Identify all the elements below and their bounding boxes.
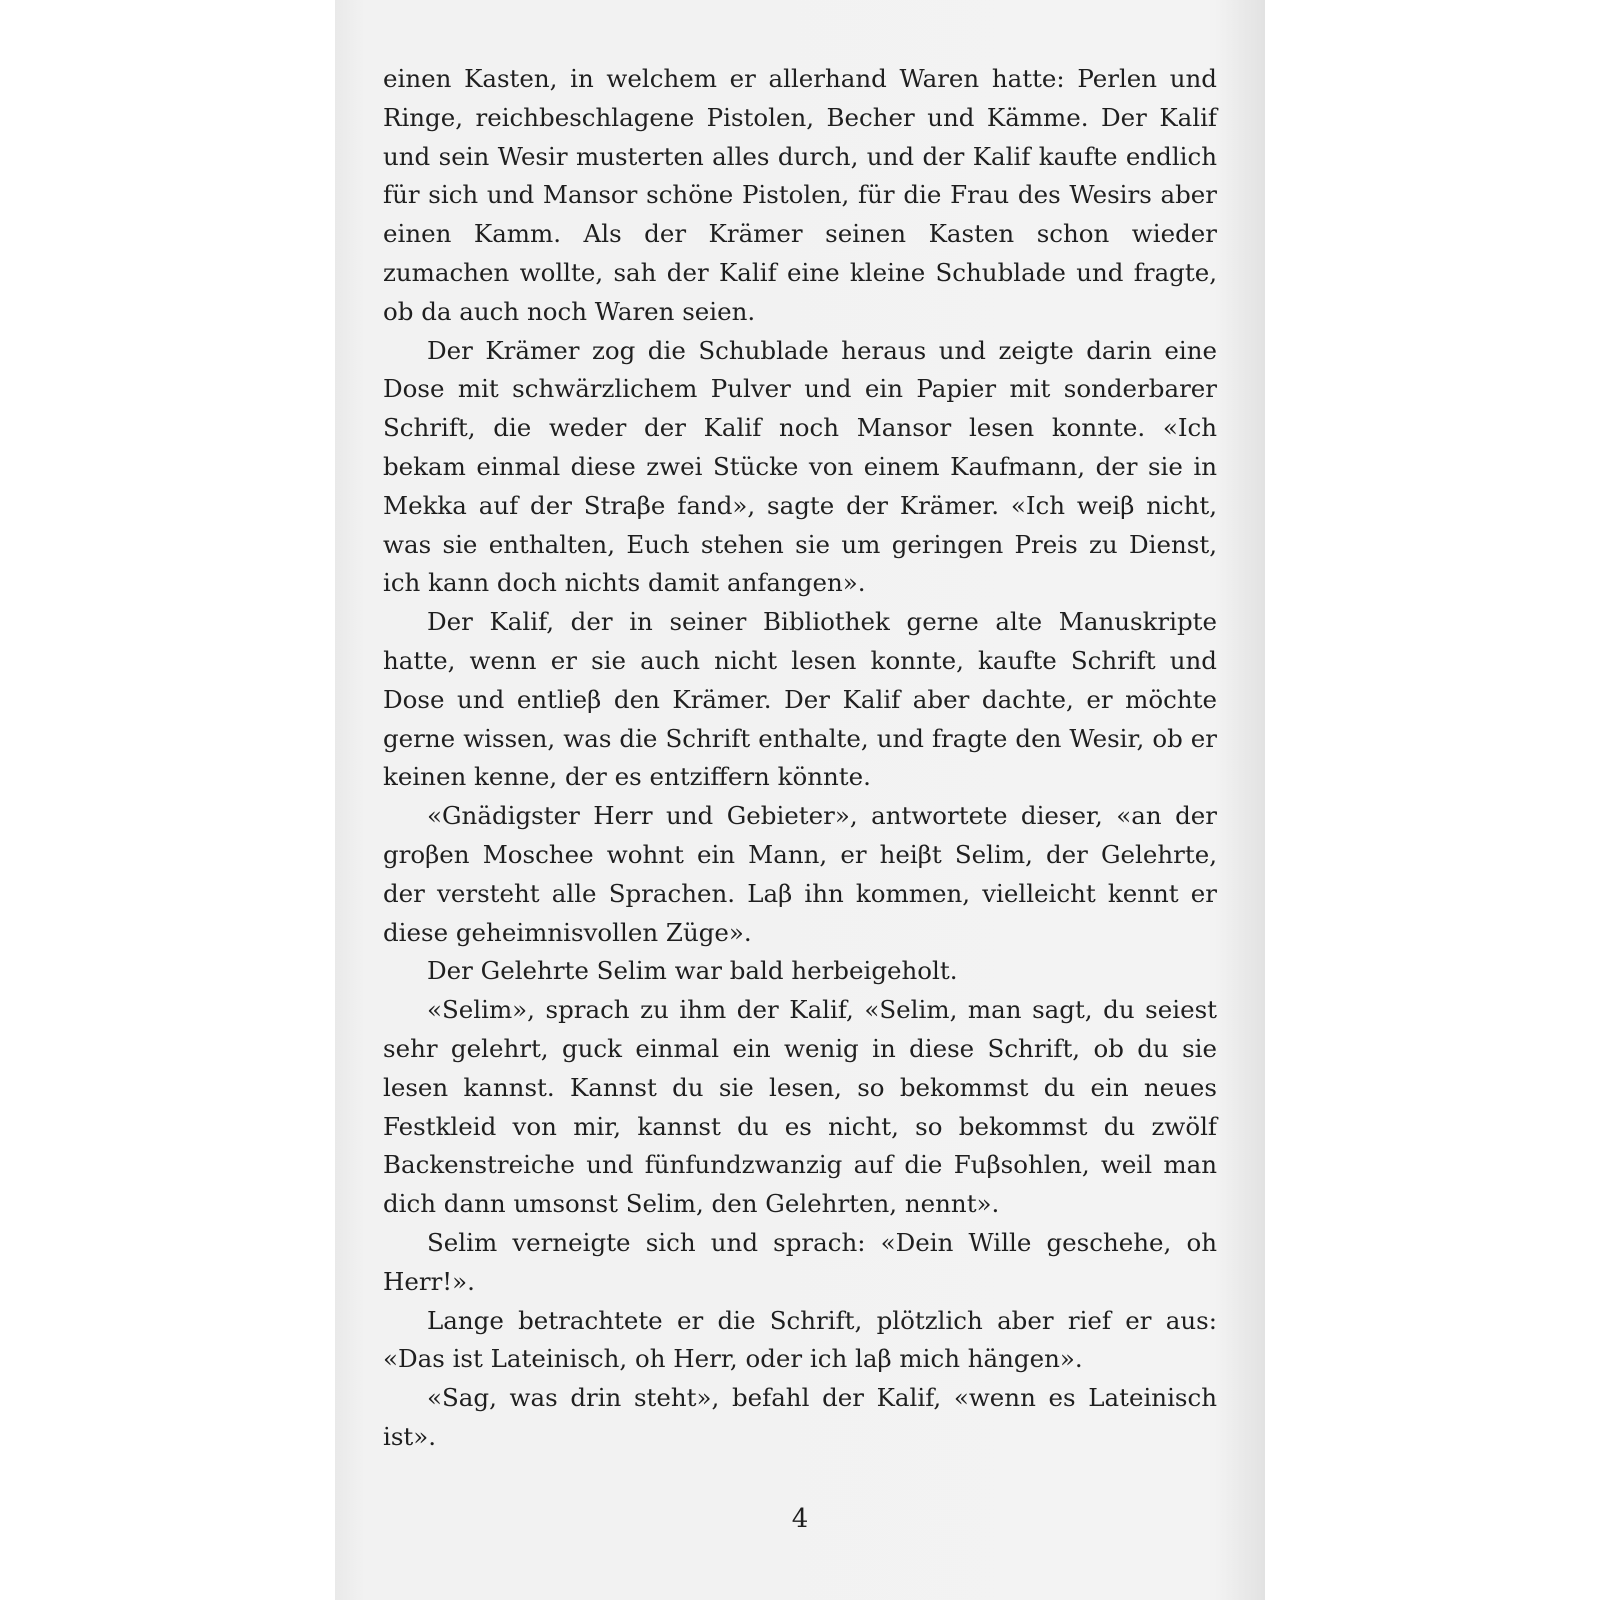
paragraph: einen Kasten, in welchem er allerhand Waren hatte: Perlen und Ringe, reichbeschlagene Pistolen, Becher und Kämme. Der Kalif und sein Wesir musterten alles durch, und der Kalif kaufte endlich für sich und Mansor schöne Pistolen, für die Frau des Wesirs aber einen Kamm. Als der Krämer seinen Kasten schon wieder zumachen wollte, sah der Kalif eine kleine Schublade und fragte, ob da auch noch Waren seien. <box>383 64 1217 326</box>
paragraph: Der Krämer zog die Schublade heraus und zeigte darin eine Dose mit schwärzlichem Pulver und ein Papier mit sonderbarer Schrift, die weder der Kalif noch Mansor lesen konnte. «Ich bekam einmal diese zwei Stücke von einem Kaufmann, der sie in Mekka auf der Straβe fand», sagte der Krämer. «Ich weiβ nicht, was sie enthalten, Euch stehen sie um geringen Preis zu Dienst, ich kann doch nichts damit anfangen». <box>383 335 1217 598</box>
paragraph: Der Kalif, der in seiner Bibliothek gerne alte Manuskripte hatte, wenn er sie auch nicht lesen konnte, kaufte Schrift und Dose und entlieβ den Krämer. Der Kalif aber dachte, er möchte gerne wissen, was die Schrift enthalte, und fragte den Wesir, ob er keinen kenne, der es entziffern könnte. <box>383 607 1217 792</box>
paragraph: Selim verneigte sich und sprach: «Dein Wille geschehe, oh Herr!». <box>383 1227 1217 1296</box>
book-page <box>335 0 1265 1600</box>
paragraph: «Selim», sprach zu ihm der Kalif, «Selim, man sagt, du seiest sehr gelehrt, guck einmal ein wenig in diese Schrift, ob du sie lesen kannst. Kannst du sie lesen, so bekommst du ein neues Festkleid von mir, kannst du es nicht, so bekommst du zwölf Backenstreiche und fünfundzwanzig auf die Fuβsohlen, weil man dich dann umsonst Selim, den Gelehrten, nennt». <box>383 995 1217 1219</box>
page-number: 4 <box>791 1504 809 1534</box>
paragraph: Lange betrachtete er die Schrift, plötzlich aber rief er aus: «Das ist Lateinisch, oh Herr, oder ich laβ mich hängen». <box>383 1305 1217 1374</box>
paragraph: «Sag, was drin steht», befahl der Kalif, «wenn es Lateinisch ist». <box>383 1383 1217 1451</box>
paragraph: Der Gelehrte Selim war bald herbeigeholt. <box>427 956 958 986</box>
body-text <box>383 60 1217 1457</box>
paragraph: «Gnädigster Herr und Gebieter», antwortete dieser, «an der groβen Moschee wohnt ein Mann, er heiβt Selim, der Gelehrte, der versteht alle Sprachen. Laβ ihn kommen, vielleicht kennt er diese geheimnisvollen Züge». <box>383 801 1217 947</box>
